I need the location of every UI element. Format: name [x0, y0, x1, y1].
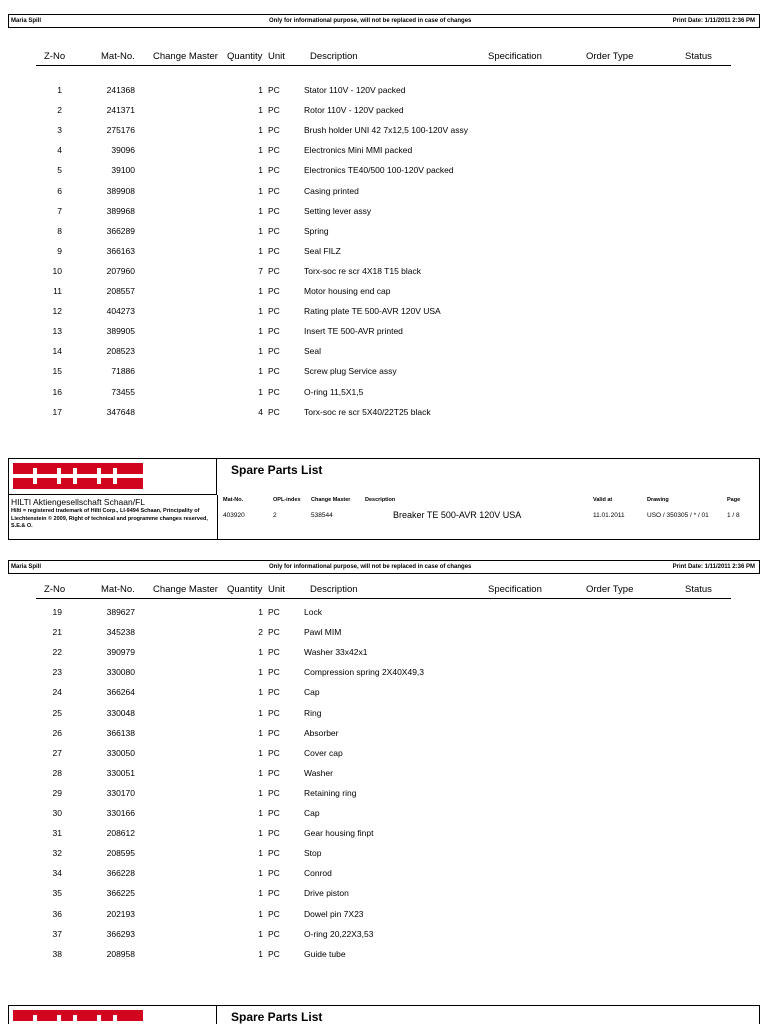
col-specification: Specification — [488, 51, 542, 62]
row-zno: 32 — [52, 848, 62, 859]
row-description: Rating plate TE 500-AVR 120V USA — [304, 306, 441, 317]
tb-opl-index: 2 — [273, 512, 277, 519]
row-zno: 1 — [57, 85, 62, 95]
col-status: Status — [685, 584, 712, 595]
row-zno: 8 — [57, 225, 62, 236]
row-quantity: 1 — [258, 286, 263, 296]
row-matno: 202193 — [106, 908, 135, 919]
row-zno: 37 — [52, 928, 62, 939]
row-unit: PC — [268, 245, 280, 256]
row-unit: PC — [268, 346, 280, 357]
row-description: Lock — [304, 607, 322, 617]
row-unit: PC — [268, 326, 280, 337]
row-quantity: 1 — [258, 85, 263, 95]
row-unit: PC — [268, 667, 280, 678]
row-unit: PC — [268, 145, 280, 156]
row-zno: 24 — [52, 687, 62, 698]
row-quantity: 1 — [258, 707, 263, 718]
row-unit: PC — [268, 868, 280, 879]
row-quantity: 1 — [258, 346, 263, 357]
tb-label-valid-at: Valid at — [593, 497, 613, 503]
table-row — [0, 748, 768, 768]
row-unit: PC — [268, 105, 280, 116]
block-divider — [217, 495, 218, 540]
row-matno: 366163 — [106, 245, 135, 256]
col-matno: Mat-No. — [101, 584, 135, 595]
row-description: Retaining ring — [304, 787, 357, 798]
tb-valid-at: 11.01.2011 — [593, 512, 625, 519]
row-zno: 35 — [52, 888, 62, 899]
row-matno: 71886 — [111, 366, 135, 377]
row-zno: 22 — [52, 647, 62, 658]
row-matno: 73455 — [111, 386, 135, 397]
row-description: Compression spring 2X40X49,3 — [304, 667, 425, 678]
page-header-bar — [8, 14, 760, 28]
table-row — [0, 326, 768, 346]
tb-page: 1 / 8 — [727, 512, 740, 519]
row-unit: PC — [268, 265, 280, 276]
table-row — [0, 145, 768, 165]
tb-matno: 403920 — [223, 512, 245, 519]
row-quantity: 1 — [258, 225, 263, 236]
row-description: Cover cap — [304, 747, 343, 758]
row-matno: 330050 — [106, 747, 135, 758]
col-quantity: Quantity — [227, 51, 263, 62]
row-zno: 21 — [52, 627, 62, 638]
row-matno: 366289 — [106, 225, 135, 236]
col-status: Status — [685, 51, 712, 62]
row-unit: PC — [268, 225, 280, 236]
table-row — [0, 808, 768, 828]
row-quantity: 1 — [258, 105, 263, 116]
row-matno: 389908 — [106, 185, 135, 196]
row-description: Guide tube — [304, 948, 346, 959]
col-description: Description — [310, 584, 358, 595]
hilti-logo — [13, 1010, 143, 1024]
row-matno: 330051 — [106, 767, 135, 778]
print-date: Print Date: 1/11/2011 2:36 PM — [672, 564, 755, 570]
row-zno: 27 — [52, 747, 62, 758]
row-matno: 208612 — [106, 828, 135, 839]
row-quantity: 1 — [258, 245, 263, 256]
row-description: Setting lever assy — [304, 205, 372, 216]
row-description: Electronics Mini MMI packed — [304, 145, 413, 156]
row-zno: 12 — [52, 306, 62, 317]
table-row — [0, 105, 768, 125]
row-unit: PC — [268, 366, 280, 377]
row-matno: 389905 — [106, 326, 135, 337]
legal-notice: Hilti = registered trademark of Hilti Corp., LI-9494 Schaan, Principality of Liechtenstein © 2009, Right of technical and programme changes reserved, S.E.& O. — [11, 508, 208, 529]
title-block — [8, 458, 760, 540]
row-zno: 17 — [52, 406, 62, 417]
company-name: HILTI Aktiengesellschaft Schaan/FL — [11, 497, 146, 507]
row-quantity: 1 — [258, 125, 263, 136]
row-quantity: 1 — [258, 848, 263, 859]
row-quantity: 1 — [258, 667, 263, 678]
row-matno: 39096 — [111, 145, 135, 156]
row-description: Seal — [304, 346, 322, 357]
row-matno: 366264 — [106, 687, 135, 698]
col-quantity: Quantity — [227, 584, 263, 595]
row-unit: PC — [268, 85, 280, 95]
col-unit: Unit — [268, 584, 285, 595]
row-matno: 208557 — [106, 286, 135, 296]
table-row — [0, 246, 768, 266]
table-row — [0, 607, 768, 627]
row-unit: PC — [268, 828, 280, 839]
hilti-logo — [13, 463, 143, 489]
row-description: Conrod — [304, 868, 332, 879]
row-matno: 366138 — [106, 727, 135, 738]
row-description: Dowel pin 7X23 — [304, 908, 364, 919]
row-description: Absorber — [304, 727, 339, 738]
table-row — [0, 186, 768, 206]
table-row — [0, 687, 768, 707]
row-matno: 330080 — [106, 667, 135, 678]
table-row — [0, 306, 768, 326]
row-matno: 208595 — [106, 848, 135, 859]
row-description: Electronics TE40/500 100-120V packed — [304, 165, 454, 176]
row-unit: PC — [268, 185, 280, 196]
row-quantity: 1 — [258, 185, 263, 196]
logo-cell — [9, 1006, 217, 1024]
header-divider — [36, 598, 731, 599]
user-name: Maria Spill — [11, 18, 42, 24]
table-row — [0, 828, 768, 848]
row-zno: 34 — [52, 868, 62, 879]
tb-label-description: Description — [365, 497, 396, 503]
row-unit: PC — [268, 848, 280, 859]
table-row — [0, 667, 768, 687]
row-unit: PC — [268, 888, 280, 899]
row-zno: 9 — [57, 245, 62, 256]
row-unit: PC — [268, 627, 280, 638]
table-row — [0, 206, 768, 226]
row-unit: PC — [268, 787, 280, 798]
row-matno: 241368 — [106, 85, 135, 95]
row-matno: 366228 — [106, 868, 135, 879]
row-description: O-ring 11,5X1,5 — [304, 386, 364, 397]
row-matno: 366225 — [106, 888, 135, 899]
row-description: Cap — [304, 687, 320, 698]
row-quantity: 1 — [258, 808, 263, 818]
row-zno: 30 — [52, 808, 62, 818]
row-zno: 4 — [57, 145, 62, 156]
row-description: Washer — [304, 767, 333, 778]
row-quantity: 1 — [258, 928, 263, 939]
row-unit: PC — [268, 707, 280, 718]
row-description: Torx-soc re scr 5X40/22T25 black — [304, 406, 431, 417]
table-row — [0, 909, 768, 929]
row-quantity: 2 — [258, 627, 263, 638]
col-order-type: Order Type — [586, 584, 634, 595]
row-description: O-ring 20,22X3,53 — [304, 928, 374, 939]
row-unit: PC — [268, 386, 280, 397]
table-row — [0, 286, 768, 306]
row-description: Rotor 110V - 120V packed — [304, 105, 404, 116]
row-description: Pawl MIM — [304, 627, 342, 638]
col-unit: Unit — [268, 51, 285, 62]
row-matno: 345238 — [106, 627, 135, 638]
col-zno: Z-No — [44, 584, 66, 595]
col-specification: Specification — [488, 584, 542, 595]
row-quantity: 1 — [258, 727, 263, 738]
table-row — [0, 647, 768, 667]
row-description: Motor housing end cap — [304, 286, 391, 296]
table-row — [0, 366, 768, 386]
logo-cell — [9, 459, 217, 495]
tb-label-opl-index: OPL-index — [273, 497, 301, 503]
user-name: Maria Spill — [11, 564, 42, 570]
document-title: Spare Parts List — [231, 463, 323, 477]
tb-label-matno: Mat-No. — [223, 497, 244, 503]
row-zno: 19 — [52, 607, 62, 617]
row-description: Screw plug Service assy — [304, 366, 397, 377]
row-zno: 15 — [52, 366, 62, 377]
row-description: Gear housing finpt — [304, 828, 374, 839]
table-row — [0, 226, 768, 246]
row-matno: 275176 — [106, 125, 135, 136]
row-quantity: 1 — [258, 165, 263, 176]
row-matno: 241371 — [106, 105, 135, 116]
row-quantity: 1 — [258, 687, 263, 698]
table-row — [0, 387, 768, 407]
row-zno: 36 — [52, 908, 62, 919]
row-description: Stator 110V - 120V packed — [304, 85, 406, 95]
row-zno: 7 — [57, 205, 62, 216]
row-matno: 330170 — [106, 787, 135, 798]
row-description: Drive piston — [304, 888, 349, 899]
row-zno: 14 — [52, 346, 62, 357]
row-unit: PC — [268, 647, 280, 658]
row-zno: 38 — [52, 948, 62, 959]
table-row — [0, 949, 768, 969]
row-description: Insert TE 500-AVR printed — [304, 326, 403, 337]
row-matno: 347648 — [106, 406, 135, 417]
col-order-type: Order Type — [586, 51, 634, 62]
row-description: Stop — [304, 848, 322, 859]
col-matno: Mat-No. — [101, 51, 135, 62]
row-unit: PC — [268, 406, 280, 417]
row-unit: PC — [268, 165, 280, 176]
table-row — [0, 868, 768, 888]
row-quantity: 1 — [258, 948, 263, 959]
table-row — [0, 125, 768, 145]
table-row — [0, 627, 768, 647]
table-row — [0, 346, 768, 366]
row-description: Cap — [304, 808, 320, 818]
row-unit: PC — [268, 205, 280, 216]
table-row — [0, 407, 768, 427]
row-unit: PC — [268, 286, 280, 296]
table-row — [0, 85, 768, 105]
title-block — [8, 1005, 760, 1024]
tb-change-master: 538544 — [311, 512, 333, 519]
row-zno: 29 — [52, 787, 62, 798]
row-unit: PC — [268, 125, 280, 136]
row-quantity: 1 — [258, 647, 263, 658]
table-row — [0, 165, 768, 185]
row-quantity: 1 — [258, 607, 263, 617]
row-description: Ring — [304, 707, 322, 718]
tb-label-page: Page — [727, 497, 741, 503]
row-zno: 2 — [57, 105, 62, 116]
row-description: Spring — [304, 225, 329, 236]
row-quantity: 1 — [258, 787, 263, 798]
document-title: Spare Parts List — [231, 1010, 323, 1024]
row-quantity: 1 — [258, 306, 263, 317]
col-change-master: Change Master — [153, 51, 218, 62]
row-zno: 25 — [52, 707, 62, 718]
row-unit: PC — [268, 306, 280, 317]
row-zno: 6 — [57, 185, 62, 196]
row-zno: 31 — [52, 828, 62, 839]
row-unit: PC — [268, 747, 280, 758]
info-notice: Only for informational purpose, will not be replaced in case of changes — [269, 564, 472, 570]
row-quantity: 7 — [258, 265, 263, 276]
row-unit: PC — [268, 727, 280, 738]
table-row — [0, 708, 768, 728]
row-zno: 26 — [52, 727, 62, 738]
row-matno: 366293 — [106, 928, 135, 939]
row-quantity: 1 — [258, 868, 263, 879]
row-description: Seal FILZ — [304, 245, 341, 256]
row-unit: PC — [268, 948, 280, 959]
row-quantity: 1 — [258, 326, 263, 337]
tb-label-change-master: Change Master — [311, 497, 351, 503]
row-quantity: 1 — [258, 205, 263, 216]
table-row — [0, 929, 768, 949]
row-zno: 13 — [52, 326, 62, 337]
row-quantity: 1 — [258, 747, 263, 758]
table-row — [0, 848, 768, 868]
header-divider — [36, 65, 731, 66]
row-matno: 390979 — [106, 647, 135, 658]
row-zno: 5 — [57, 165, 62, 176]
row-unit: PC — [268, 808, 280, 818]
row-unit: PC — [268, 767, 280, 778]
row-zno: 3 — [57, 125, 62, 136]
row-unit: PC — [268, 607, 280, 617]
row-matno: 389968 — [106, 205, 135, 216]
row-matno: 39100 — [111, 165, 135, 176]
table-row — [0, 888, 768, 908]
print-date: Print Date: 1/11/2011 2:36 PM — [672, 18, 755, 24]
row-quantity: 1 — [258, 386, 263, 397]
row-quantity: 1 — [258, 908, 263, 919]
tb-description: Breaker TE 500-AVR 120V USA — [393, 510, 522, 520]
table-row — [0, 728, 768, 748]
row-quantity: 1 — [258, 366, 263, 377]
row-matno: 389627 — [106, 607, 135, 617]
row-quantity: 1 — [258, 888, 263, 899]
row-matno: 208523 — [106, 346, 135, 357]
row-zno: 28 — [52, 767, 62, 778]
row-unit: PC — [268, 908, 280, 919]
row-description: Washer 33x42x1 — [304, 647, 368, 658]
row-description: Casing printed — [304, 185, 359, 196]
row-matno: 207960 — [106, 265, 135, 276]
table-row — [0, 266, 768, 286]
row-quantity: 4 — [258, 406, 263, 417]
row-matno: 330048 — [106, 707, 135, 718]
row-zno: 23 — [52, 667, 62, 678]
table-row — [0, 788, 768, 808]
row-description: Brush holder UNI 42 7x12,5 100-120V assy — [304, 125, 468, 136]
col-description: Description — [310, 51, 358, 62]
col-change-master: Change Master — [153, 584, 218, 595]
row-matno: 208958 — [106, 948, 135, 959]
row-quantity: 1 — [258, 767, 263, 778]
row-zno: 10 — [52, 265, 62, 276]
tb-label-drawing: Drawing — [647, 497, 669, 503]
row-zno: 11 — [53, 286, 62, 296]
row-unit: PC — [268, 928, 280, 939]
info-notice: Only for informational purpose, will not be replaced in case of changes — [269, 18, 472, 24]
tb-drawing: USO / 350305 / * / 01 — [647, 512, 709, 519]
row-matno: 330166 — [106, 808, 135, 818]
page-header-bar — [8, 560, 760, 574]
row-unit: PC — [268, 687, 280, 698]
row-zno: 16 — [52, 386, 62, 397]
row-description: Torx-soc re scr 4X18 T15 black — [304, 265, 421, 276]
row-quantity: 1 — [258, 828, 263, 839]
row-quantity: 1 — [258, 145, 263, 156]
row-matno: 404273 — [106, 306, 135, 317]
col-zno: Z-No — [44, 51, 66, 62]
table-row — [0, 768, 768, 788]
